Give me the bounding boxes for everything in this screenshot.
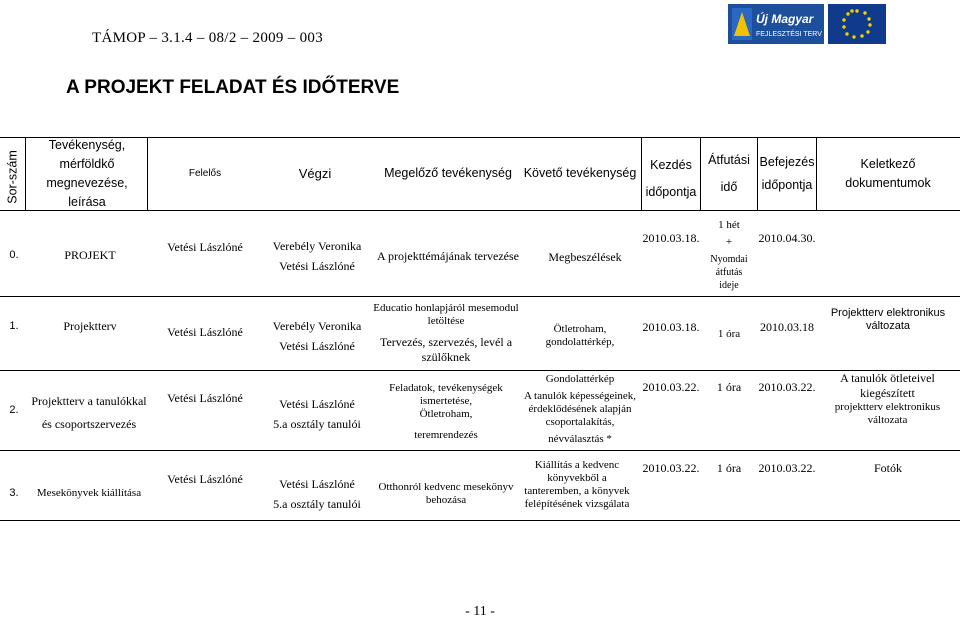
responsible: Vetési Lászlóné	[167, 239, 243, 254]
table-border-bottom	[0, 520, 960, 521]
end-date: 2010.04.30.	[758, 230, 816, 245]
svg-text:FEJLESZTÉSI TERV: FEJLESZTÉSI TERV	[756, 31, 822, 38]
page-title: A PROJEKT FELADAT ÉS IDŐTERVE	[66, 77, 400, 98]
row-number: 2.	[9, 403, 19, 416]
duration: 1 óra	[717, 327, 741, 340]
header-vegzi: Végzi	[298, 166, 332, 181]
header-felelos: Felelős	[188, 168, 222, 179]
end-date: 2010.03.18	[760, 319, 814, 334]
header-tevekenyseg: Tevékenység, mérföldkő megnevezése, leírása	[46, 137, 128, 209]
row-divider	[0, 296, 960, 297]
preceding-activity: Feladatok, tevékenységek ismertetése, Ötletroham, teremrendezés	[389, 382, 503, 441]
header-kezdes: Kezdés időpontja	[645, 158, 697, 199]
following-activity: Kiállítás a kedvenc könyvekből a tanteremben, a könyvek felépítésének vizsgálata	[524, 459, 630, 510]
performer: Vetési Lászlóné 5.a osztály tanulói	[273, 476, 361, 511]
header-atfutasi: Átfutási idő	[708, 152, 750, 194]
row-divider	[0, 450, 960, 451]
header-sorszam: Sor-szám	[6, 150, 21, 204]
output-document: Projektterv elektronikus változata	[830, 307, 946, 332]
row-number: 0.	[9, 248, 19, 261]
row-number: 1.	[9, 319, 19, 332]
start-date: 2010.03.18.	[642, 230, 700, 245]
header-koveto: Követő tevékenység	[523, 166, 637, 180]
activity-name: Mesekönyvek kiállítása	[36, 486, 142, 499]
responsible: Vetési Lászlóné	[167, 324, 243, 339]
performer: Verebély Veronika Vetési Lászlóné	[272, 318, 362, 353]
uj-magyarorszag-logo	[728, 4, 888, 44]
document-code: TÁMOP – 3.1.4 – 08/2 – 2009 – 003	[92, 30, 324, 46]
start-date: 2010.03.22.	[642, 379, 700, 394]
activity-name: Projektterv	[63, 318, 117, 333]
duration: 1 hét + Nyomdai átfutás ideje	[710, 218, 748, 291]
svg-text:Új Magyar: Új Magyar	[756, 12, 814, 26]
duration: 1 óra	[716, 460, 742, 475]
start-date: 2010.03.18.	[642, 319, 700, 334]
performer: Vetési Lászlóné 5.a osztály tanulói	[273, 396, 361, 431]
output-document: Fotók	[873, 460, 902, 475]
activity-name: PROJEKT	[64, 247, 116, 262]
following-activity: Megbeszélések	[548, 249, 622, 264]
responsible: Vetési Lászlóné	[167, 471, 243, 486]
header-dokumentumok: Keletkező dokumentumok	[845, 156, 931, 190]
row-number: 3.	[9, 486, 19, 499]
following-activity: Gondolattérkép A tanulók képességeinek, érdeklődésének alapján csoportalakítás, névválasztás *	[523, 372, 637, 445]
header-col-divider	[147, 137, 148, 210]
activity-name: Projektterv a tanulókkal és csoportszervezés	[31, 394, 147, 431]
output-document: A tanulók ötleteivel kiegészített projektterv elektronikus változata	[834, 371, 941, 426]
following-activity: Ötletroham, gondolattérkép,	[545, 323, 615, 348]
preceding-activity: A projekttémájának tervezése	[377, 248, 519, 263]
header-megelozo: Megelőző tevékenység	[384, 166, 512, 180]
header-befejezes: Befejezés időpontja	[759, 154, 815, 192]
start-date: 2010.03.22.	[642, 460, 700, 475]
responsible: Vetési Lászlóné	[167, 390, 243, 405]
duration: 1 óra	[716, 379, 742, 394]
end-date: 2010.03.22.	[758, 379, 816, 394]
logo-bar	[728, 4, 888, 44]
page-number: - 11 -	[465, 604, 495, 619]
preceding-activity: Educatio honlapjáról mesemodul letöltése Tervezés, szervezés, levél a szülőknek	[373, 301, 519, 364]
performer: Verebély Veronika Vetési Lászlóné	[272, 238, 362, 273]
preceding-activity: Otthonról kedvenc mesekönyv behozása	[378, 481, 514, 506]
end-date: 2010.03.22.	[758, 460, 816, 475]
